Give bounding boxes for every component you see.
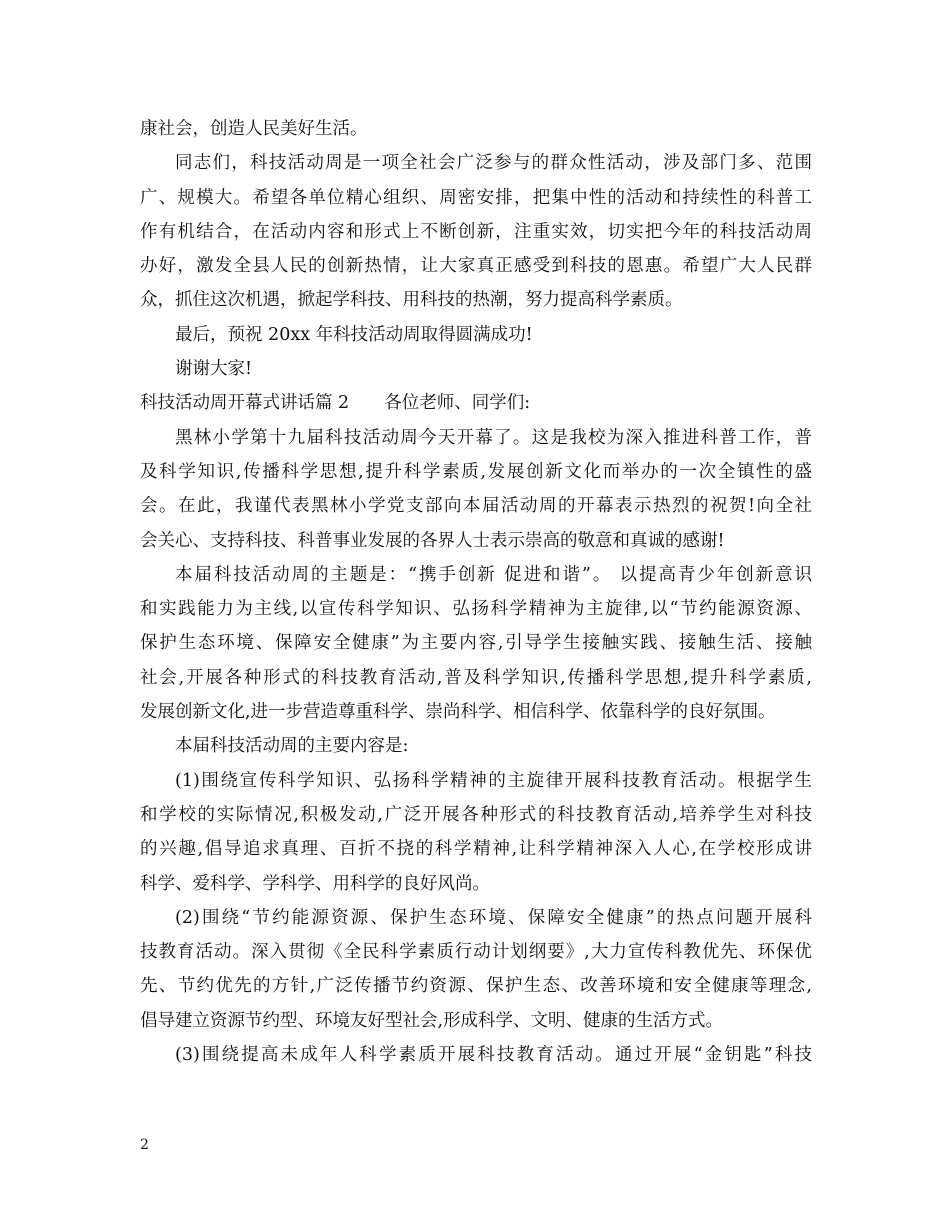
text-line: 会。在此，我谨代表黑林小学党支部向本届活动周的开幕表示热烈的祝贺!向全社: [140, 496, 812, 517]
text-line: 科学、爱科学、学科学、用科学的良好风尚。: [140, 873, 490, 894]
text-line: 同志们，科技活动周是一项全社会广泛参与的群众性活动，涉及部门多、范围: [175, 153, 812, 174]
text-line: 倡导建立资源节约型、环境友好型社会,形成科学、文明、健康的生活方式。: [140, 1010, 724, 1031]
text-line: 发展创新文化,进一步营造尊重科学、崇尚科学、相信科学、依靠科学的良好氛围。: [140, 702, 776, 723]
text-line: 社会,开展各种形式的科技教育活动,普及科学知识,传播科学思想,提升科学素质,: [140, 667, 812, 688]
text-line: (1)围绕宣传科学知识、弘扬科学精神的主旋律开展科技教育活动。根据学生: [175, 770, 812, 791]
text-line: 广、规模大。希望各单位精心组织、周密安排，把集中性的活动和持续性的科普工: [140, 187, 812, 208]
text-line: 和学校的实际情况,积极发动,广泛开展各种形式的科技教育活动,培养学生对科技: [140, 804, 812, 825]
text-line: 办好，激发全县人民的创新热情，让大家真正感受到科技的恩惠。希望广大人民群: [140, 256, 812, 277]
text-line: 作有机结合，在活动内容和形式上不断创新，注重实效，切实把今年的科技活动周: [140, 221, 812, 242]
text-line: 的兴趣,倡导追求真理、百折不挠的科学精神,让科学精神深入人心,在学校形成讲: [140, 839, 812, 860]
text-line: 会关心、支持科技、科普事业发展的各界人士表示崇高的敬意和真诚的感谢!: [140, 530, 725, 551]
text-line: 众，抓住这次机遇，掀起学科技、用科技的热潮，努力提高科学素质。: [140, 290, 683, 311]
page-number: 2: [140, 1137, 149, 1153]
text-line: 科技活动周开幕式讲话篇 2 各位老师、同学们:: [140, 393, 531, 414]
text-line: 黑林小学第十九届科技活动周今天开幕了。这是我校为深入推进科普工作，普: [175, 427, 812, 448]
text-line: 保护生态环境、保障安全健康”为主要内容,引导学生接触实践、接触生活、接触: [140, 633, 812, 654]
text-line: 技教育活动。深入贯彻《全民科学素质行动计划纲要》,大力宣传科教优先、环保优: [140, 942, 812, 963]
text-line: (2)围绕“节约能源资源、保护生态环境、保障安全健康”的热点问题开展科: [175, 907, 812, 928]
text-line: 和实践能力为主线,以宣传科学知识、弘扬科学精神为主旋律,以“节约能源资源、: [140, 599, 812, 620]
text-line: 先、节约优先的方针,广泛传播节约资源、保护生态、改善环境和安全健康等理念,: [140, 976, 812, 997]
text-line: 最后，预祝 20xx 年科技活动周取得圆满成功!: [175, 324, 533, 345]
document-body: [140, 112, 812, 1072]
text-line: 康社会，创造人民美好生活。: [140, 119, 368, 139]
text-line: 谢谢大家!: [175, 359, 253, 380]
text-line: 及科学知识,传播科学思想,提升科学素质,发展创新文化而举办的一次全镇性的盛: [140, 461, 812, 482]
text-line: 本届科技活动周的主要内容是:: [175, 736, 409, 757]
text-line: (3)围绕提高未成年人科学素质开展科技教育活动。通过开展“金钥匙”科技: [175, 1045, 812, 1066]
text-line: 本届科技活动周的主题是：“携手创新 促进和谐”。 以提高青少年创新意识: [175, 564, 812, 585]
